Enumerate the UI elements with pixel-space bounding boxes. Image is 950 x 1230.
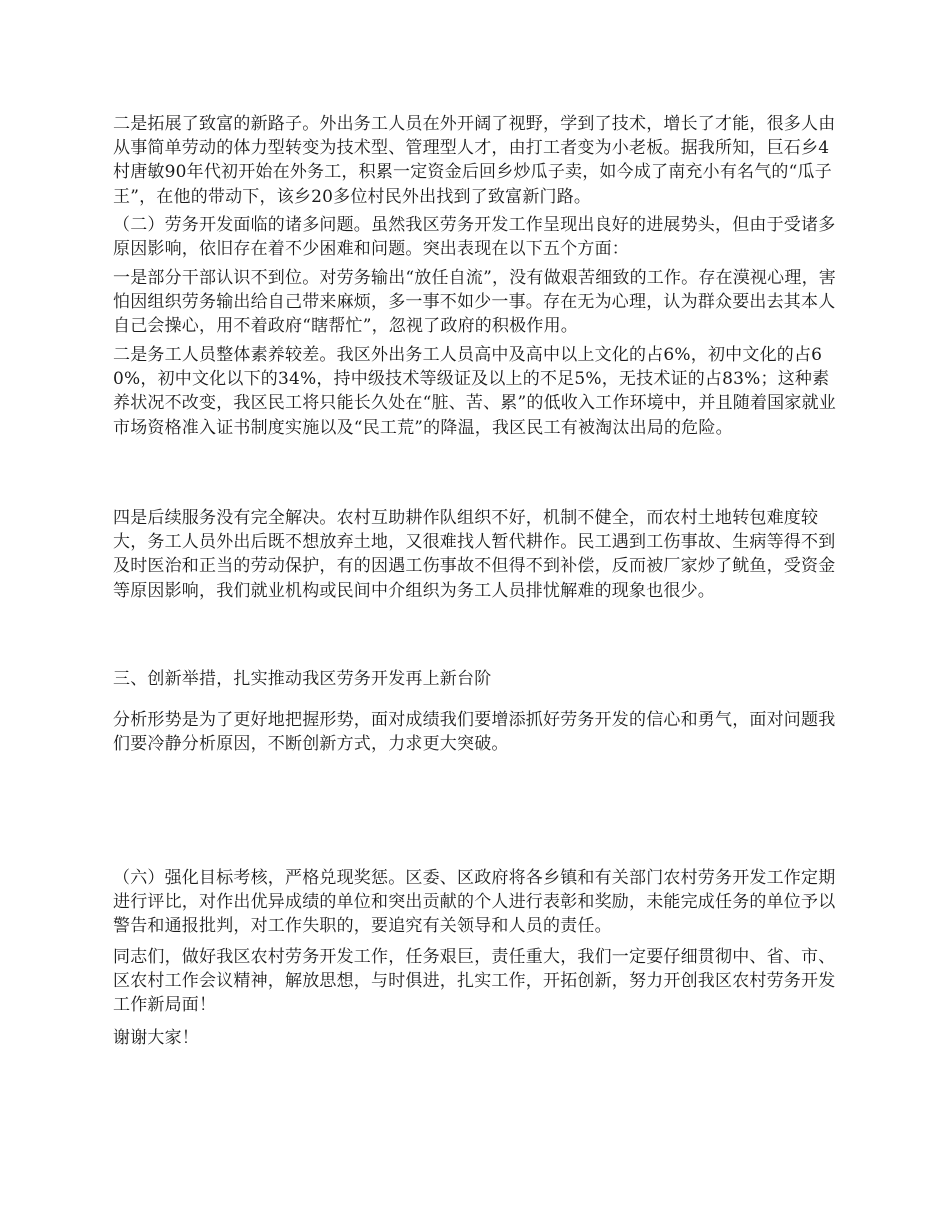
section-heading-innovation: 三、创新举措，扎实推动我区劳务开发再上新台阶 — [113, 669, 492, 689]
paragraph-closing-appeal: 同志们，做好我区农村劳务开发工作，任务艰巨，责任重大，我们一定要仔细贯彻中、省、市、区农村工作会议精神，解放思想，与时俱进，扎实工作，开拓创新，努力开创我区农村劳务开发工作新局面！ — [113, 947, 836, 1016]
paragraph-follow-up-services: 四是后续服务没有完全解决。农村互助耕作队组织不好，机制不健全，而农村土地转包难度较大，务工人员外出后既不想放弃土地，又很难找人暂代耕作。民工遇到工伤事故、生病等得不到及时医治和正当的劳动保护，有的因遇工伤事故不但得不到补偿，反而被厂家炒了鱿鱼，受资金等原因影响，我们就业机构或民间中介组织为务工人员排忧解难的现象也很少。 — [113, 508, 836, 601]
paragraph-thanks: 谢谢大家！ — [113, 1028, 199, 1048]
paragraph-target-assessment: （六）强化目标考核，严格兑现奖惩。区委、区政府将各乡镇和有关部门农村劳务开发工作定期进行评比，对作出优异成绩的单位和突出贡献的个人进行表彰和奖励，未能完成任务的单位予以警告和通报批判，对工作失职的，要追究有关领导和人员的责任。 — [113, 868, 836, 937]
paragraph-cadre-awareness: 一是部分干部认识不到位。对劳务输出“放任自流”，没有做艰苦细致的工作。存在漠视心理，害怕因组织劳务输出给自己带来麻烦，多一事不如少一事。存在无为心理，认为群众要出去其本人自己会操心，用不着政府“瞎帮忙”，忽视了政府的积极作用。 — [113, 268, 836, 337]
paragraph-problems-heading: （二）劳务开发面临的诸多问题。虽然我区劳务开发工作呈现出良好的进展势头，但由于受诸多原因影响，依旧存在着不少困难和问题。突出表现在以下五个方面： — [113, 215, 836, 260]
paragraph-income-paths: 二是拓展了致富的新路子。外出务工人员在外开阔了视野，学到了技术，增长了才能，很多人由从事简单劳动的体力型转变为技术型、管理型人才，由打工者变为小老板。据我所知，巨石乡4村唐敏90年代初开始在外务工，积累一定资金后回乡炒瓜子卖，如今成了南充小有名气的“瓜子王”，在他的带动下，该乡20多位村民外出找到了致富新门路。 — [113, 114, 836, 207]
paragraph-worker-quality: 二是务工人员整体素养较差。我区外出务工人员高中及高中以上文化的占6%，初中文化的占60%，初中文化以下的34%，持中级技术等级证及以上的不足5%，无技术证的占83%；这种素养状况不改变，我区民工将只能长久处在“脏、苦、累”的低收入工作环境中，并且随着国家就业市场资格准入证书制度实施以及“民工荒”的降温，我区民工有被淘汰出局的危险。 — [113, 345, 836, 438]
paragraph-situation-analysis: 分析形势是为了更好地把握形势，面对成绩我们要增添抓好劳务开发的信心和勇气，面对问题我们要冷静分析原因，不断创新方式，力求更大突破。 — [113, 710, 836, 755]
